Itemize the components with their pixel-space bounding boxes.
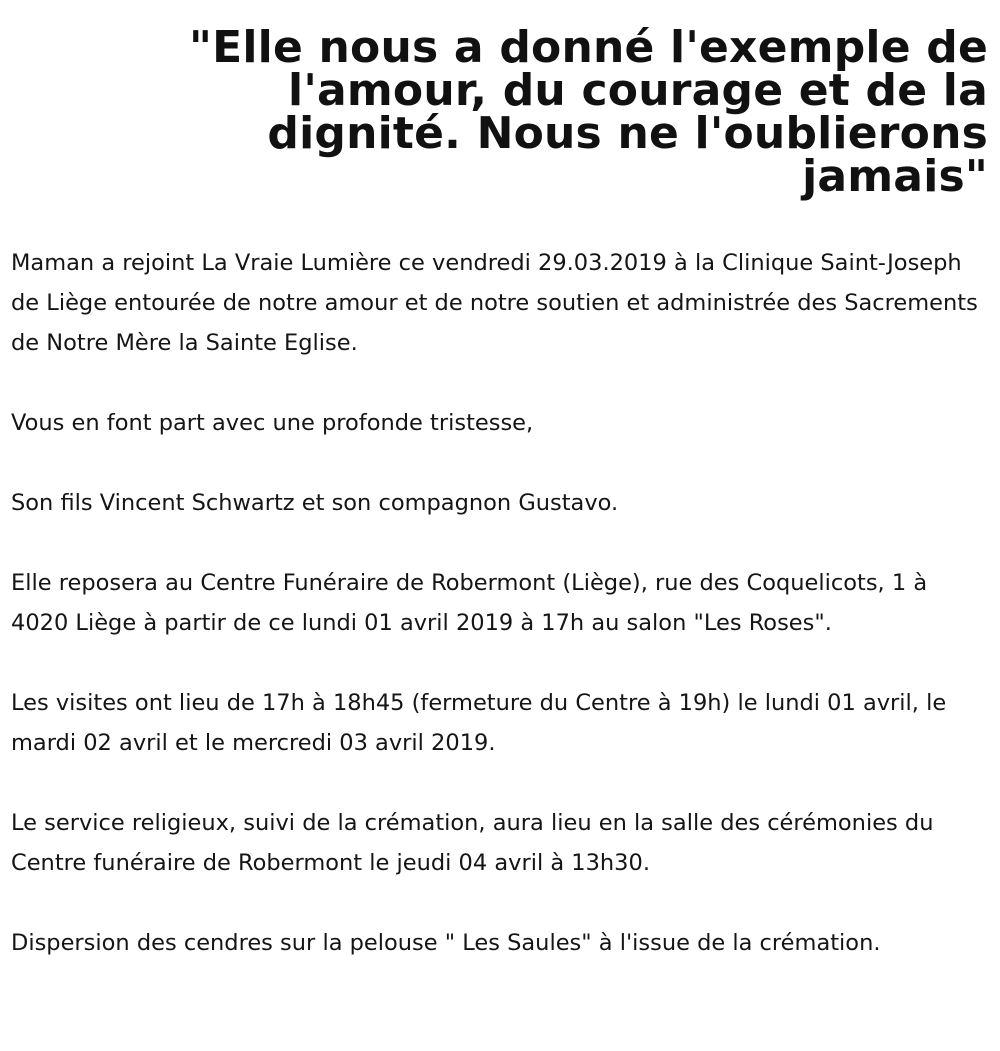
paragraph-dispersion: Dispersion des cendres sur la pelouse " Les Saules" à l'issue de la crémation. xyxy=(11,930,881,956)
paragraph-announcement: Maman a rejoint La Vraie Lumière ce vendredi 29.03.2019 à la Clinique Saint-Joseph de Liège entourée de notre amour et de notre soutien et administrée des Sacrements de Notre Mère la Sainte Eglise. xyxy=(11,250,978,356)
paragraph-resting-place: Elle reposera au Centre Funéraire de Robermont (Liège), rue des Coquelicots, 1 à 4020 Liège à partir de ce lundi 01 avril 2019 à 17h au salon "Les Roses". xyxy=(11,570,928,636)
paragraph-sorrow: Vous en font part avec une profonde tristesse, xyxy=(11,410,534,436)
paragraph-family: Son fils Vincent Schwartz et son compagnon Gustavo. xyxy=(11,490,619,516)
paragraph-service: Le service religieux, suivi de la crémation, aura lieu en la salle des cérémonies du Centre funéraire de Robermont le jeudi 04 avril à 13h30. xyxy=(11,810,934,876)
paragraph-visits: Les visites ont lieu de 17h à 18h45 (fermeture du Centre à 19h) le lundi 01 avril, le mardi 02 avril et le mercredi 03 avril 2019. xyxy=(11,690,947,756)
memorial-quote: "Elle nous a donné l'exemple de l'amour, du courage et de la dignité. Nous ne l'oublierons jamais" xyxy=(189,22,988,202)
obituary-text xyxy=(11,243,991,963)
